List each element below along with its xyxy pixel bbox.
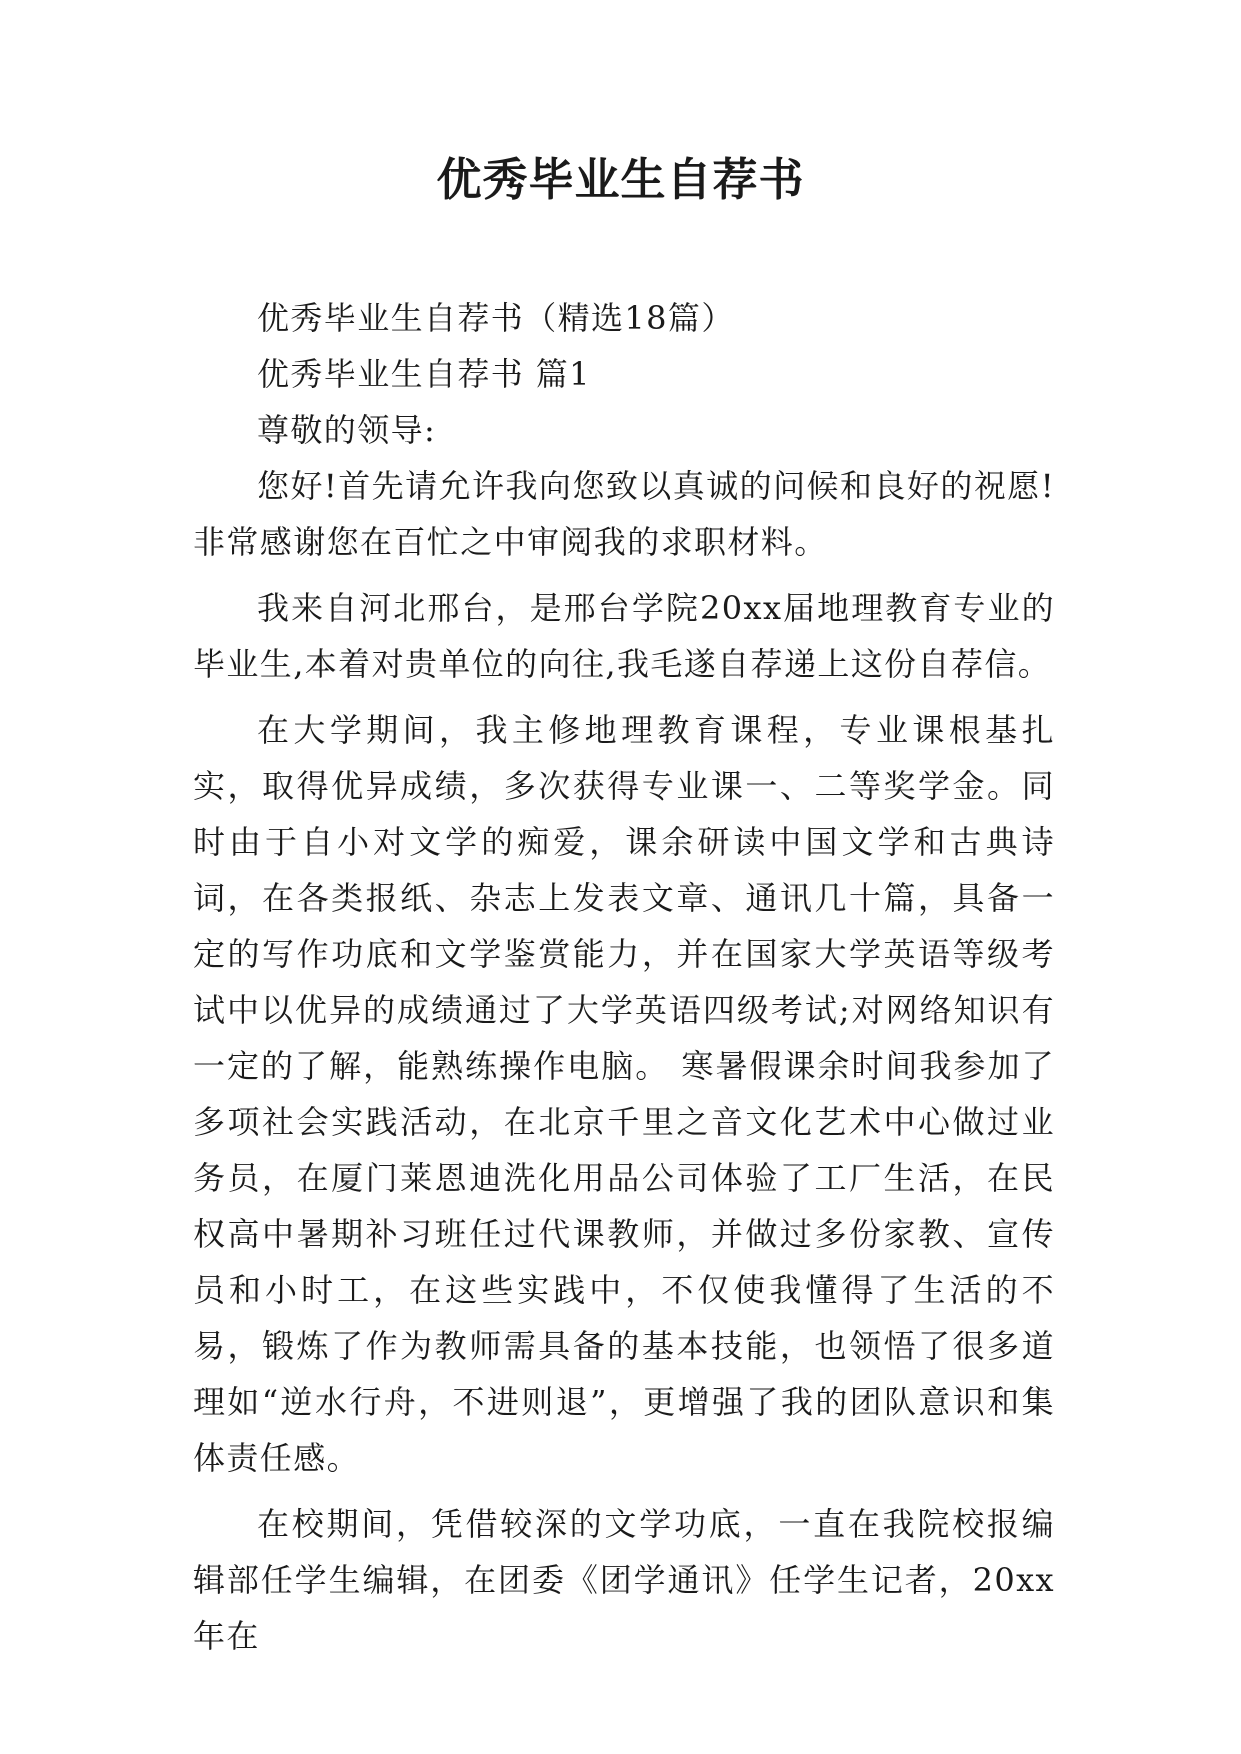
paragraph-university: 在大学期间，我主修地理教育课程，专业课根基扎实，取得优异成绩，多次获得专业课一、二等奖学金。同时由于自小对文学的痴爱，课余研读中国文学和古典诗词，在各类报纸、杂志上发表文章、通讯几十篇，具备一定的写作功底和文学鉴赏能力，并在国家大学英语等级考试中以优异的成绩通过了大学英语四级考试;对网络知识有一定的了解，能熟练操作电脑。 寒暑假课余时间我参加了多项社会实践活动，在北京千里之音文化艺术中心做过业务员，在厦门莱恩迪洗化用品公司体验了工厂生活，在民权高中暑期补习班任过代课教师，并做过多份家教、宣传员和小时工，在这些实践中，不仅使我懂得了生活的不易，锻炼了作为教师需具备的基本技能，也领悟了很多道理如“逆水行舟，不进则退”，更增强了我的团队意识和集体责任感。 xyxy=(193,711,1055,1477)
document-title: 优秀毕业生自荐书 xyxy=(436,153,805,206)
paragraph-introduction: 我来自河北邢台，是邢台学院20xx届地理教育专业的毕业生,本着对贵单位的向往,我毛遂自荐递上这份自荐信。 xyxy=(193,589,1055,683)
paragraph-campus: 在校期间，凭借较深的文学功底，一直在我院校报编辑部任学生编辑，在团委《团学通讯》任学生记者，20xx年在 xyxy=(193,1505,1055,1655)
paragraph-section-heading: 优秀毕业生自荐书 篇1 xyxy=(257,355,591,393)
paragraph-greeting: 您好!首先请允许我向您致以真诚的问候和良好的祝愿!非常感谢您在百忙之中审阅我的求职材料。 xyxy=(193,467,1055,561)
paragraph-salutation: 尊敬的领导: xyxy=(257,411,437,449)
paragraph-subtitle: 优秀毕业生自荐书（精选18篇） xyxy=(257,299,735,337)
document-body xyxy=(193,290,1055,1664)
